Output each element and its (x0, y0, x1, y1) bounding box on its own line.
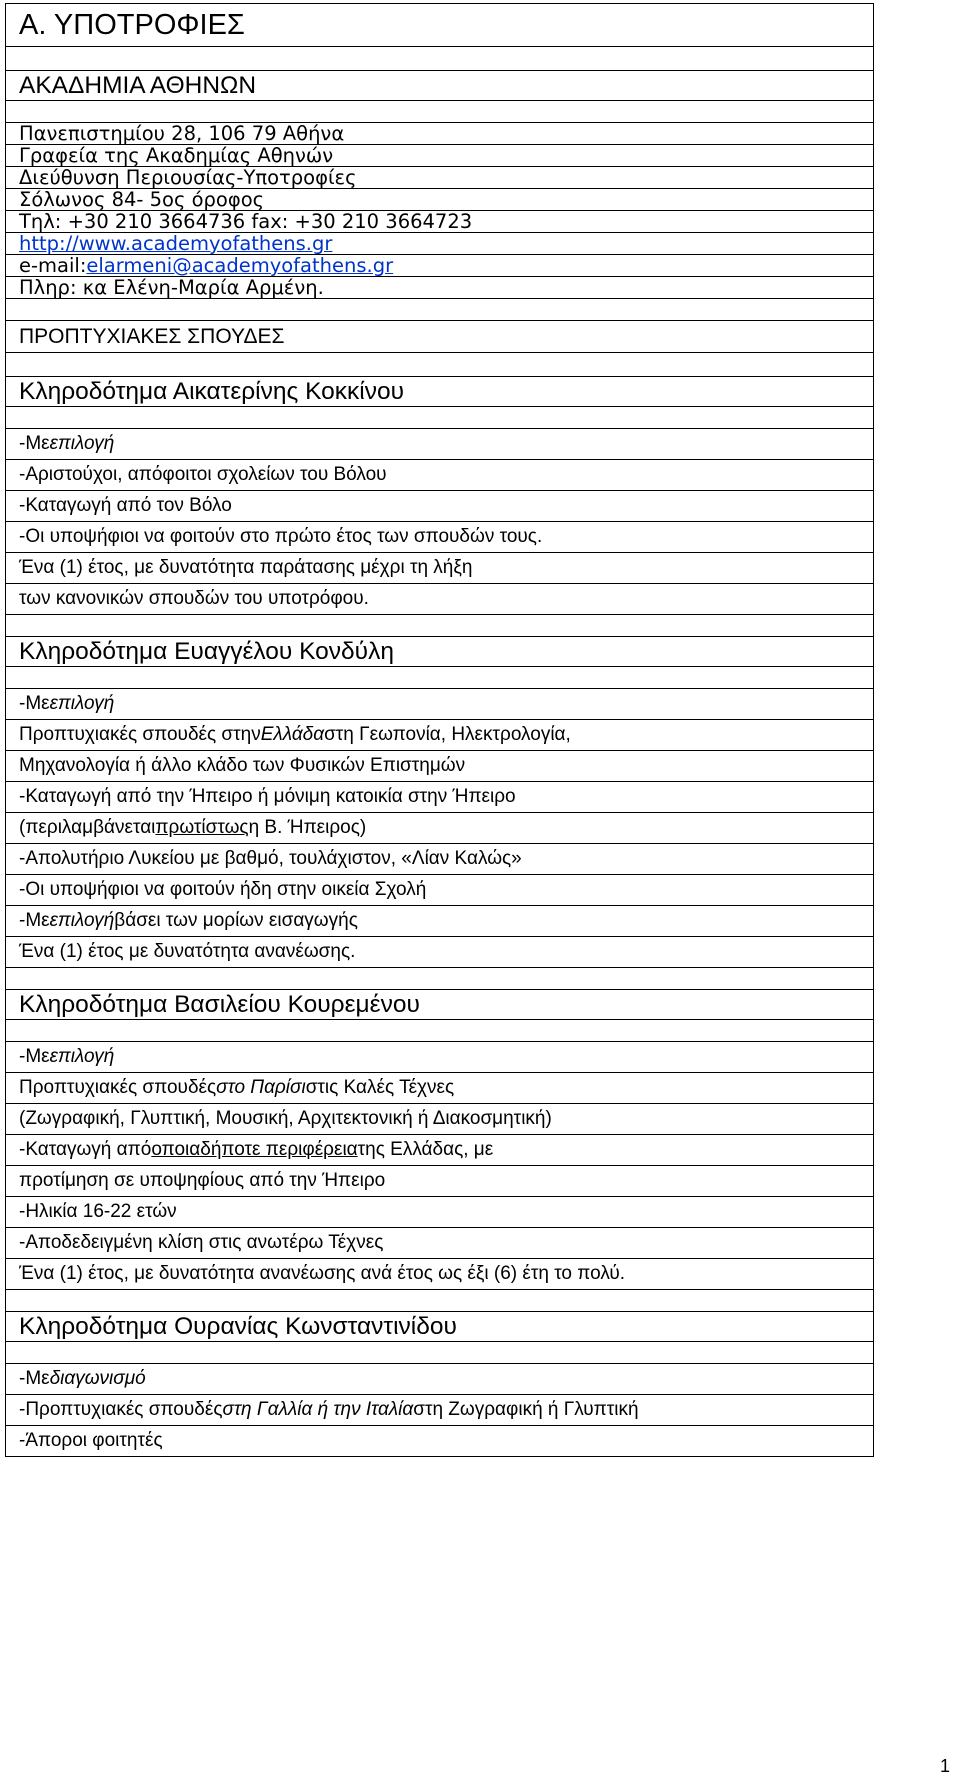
contact-phone: Τηλ: +30 210 3664736 fax: +30 210 3664723 (6, 211, 873, 233)
contact-address: Πανεπιστημίου 28, 106 79 Αθήνα (6, 123, 873, 145)
contact-info: Πληρ: κα Ελένη-Μαρία Αρμένη. (6, 277, 873, 299)
kokkinou-line: -Καταγωγή από τον Βόλο (6, 491, 873, 522)
kouremenou-line: -Ηλικία 16-22 ετών (6, 1197, 873, 1228)
kouremenou-line: -Καταγωγή από οποιαδήποτε περιφέρεια της Ελλάδας, με (6, 1135, 873, 1166)
kouremenou-line: (Ζωγραφική, Γλυπτική, Μουσική, Αρχιτεκτονική ή Διακοσμητική) (6, 1104, 873, 1135)
empty-row (6, 1290, 873, 1312)
kouremenou-selection: -Με επιλογή (6, 1042, 873, 1073)
konstantinidou-title: Κληροδότημα Ουρανίας Κωνσταντινίδου (6, 1312, 873, 1342)
empty-row (6, 1020, 873, 1042)
kondyli-title: Κληροδότημα Ευαγγέλου Κονδύλη (6, 637, 873, 667)
kondyli-line: (περιλαμβάνεται πρωτίστως η Β. Ήπειρος) (6, 813, 873, 844)
scholarship-table (5, 3, 874, 1457)
empty-row (6, 407, 873, 429)
empty-row (6, 1342, 873, 1364)
kokkinou-title: Κληροδότημα Αικατερίνης Κοκκίνου (6, 377, 873, 407)
institution-name: ΑΚΑΔΗΜΙΑ ΑΘΗΝΩΝ (6, 71, 873, 101)
contact-website-row (6, 233, 873, 255)
kondyli-line: -Με επιλογή βάσει των μορίων εισαγωγής (6, 906, 873, 937)
section-title: Α. ΥΠΟΤΡΟΦΙΕΣ (6, 4, 873, 47)
konstantinidou-selection: -Με διαγωνισμό (6, 1364, 873, 1395)
kondyli-line: Ένα (1) έτος με δυνατότητα ανανέωσης. (6, 937, 873, 968)
empty-row (6, 101, 873, 123)
empty-row (6, 353, 873, 377)
empty-row (6, 615, 873, 637)
empty-row (6, 47, 873, 71)
undergrad-heading: ΠΡΟΠΤΥΧΙΑΚΕΣ ΣΠΟΥΔΕΣ (6, 321, 873, 353)
empty-row (6, 667, 873, 689)
contact-email-row: e-mail: elarmeni@academyofathens.gr (6, 255, 873, 277)
kondyli-line: -Απολυτήριο Λυκείου με βαθμό, τουλάχιστον, «Λίαν Καλώς» (6, 844, 873, 875)
contact-office: Γραφεία της Ακαδημίας Αθηνών (6, 145, 873, 167)
email-link[interactable]: elarmeni@academyofathens.gr (86, 255, 394, 277)
kondyli-line: -Οι υποψήφιοι να φοιτούν ήδη στην οικεία Σχολή (6, 875, 873, 906)
kouremenou-line: προτίμηση σε υποψηφίους από την Ήπειρο (6, 1166, 873, 1197)
kokkinou-line: -Αριστούχοι, απόφοιτοι σχολείων του Βόλου (6, 460, 873, 491)
kondyli-selection: -Με επιλογή (6, 689, 873, 720)
kokkinou-line: Ένα (1) έτος, με δυνατότητα παράτασης μέχρι τη λήξη (6, 553, 873, 584)
kokkinou-line: των κανονικών σπουδών του υποτρόφου. (6, 584, 873, 615)
kouremenou-line: -Αποδεδειγμένη κλίση στις ανωτέρω Τέχνες (6, 1228, 873, 1259)
kondyli-line: -Καταγωγή από την Ήπειρο ή μόνιμη κατοικία στην Ήπειρο (6, 782, 873, 813)
kokkinou-selection: -Με επιλογή (6, 429, 873, 460)
kouremenou-title: Κληροδότημα Βασιλείου Κουρεμένου (6, 990, 873, 1020)
konstantinidou-line: -Προπτυχιακές σπουδές στη Γαλλία ή την Ιταλία στη Ζωγραφική ή Γλυπτική (6, 1395, 873, 1426)
konstantinidou-line: -Άποροι φοιτητές (6, 1426, 873, 1457)
empty-row (6, 299, 873, 321)
empty-row (6, 968, 873, 990)
contact-floor: Σόλωνος 84- 5ος όροφος (6, 189, 873, 211)
kondyli-line: Προπτυχιακές σπουδές στην Ελλάδα στη Γεωπονία, Ηλεκτρολογία, (6, 720, 873, 751)
contact-department: Διεύθυνση Περιουσίας-Υποτροφίες (6, 167, 873, 189)
kokkinou-line: -Οι υποψήφιοι να φοιτούν στο πρώτο έτος των σπουδών τους. (6, 522, 873, 553)
kouremenou-line: Ένα (1) έτος, με δυνατότητα ανανέωσης ανά έτος ως έξι (6) έτη το πολύ. (6, 1259, 873, 1290)
kondyli-line: Μηχανολογία ή άλλο κλάδο των Φυσικών Επιστημών (6, 751, 873, 782)
website-link[interactable]: http://www.academyofathens.gr (19, 233, 333, 255)
page-number: 1 (939, 1756, 950, 1776)
kouremenou-line: Προπτυχιακές σπουδές στο Παρίσι στις Καλές Τέχνες (6, 1073, 873, 1104)
